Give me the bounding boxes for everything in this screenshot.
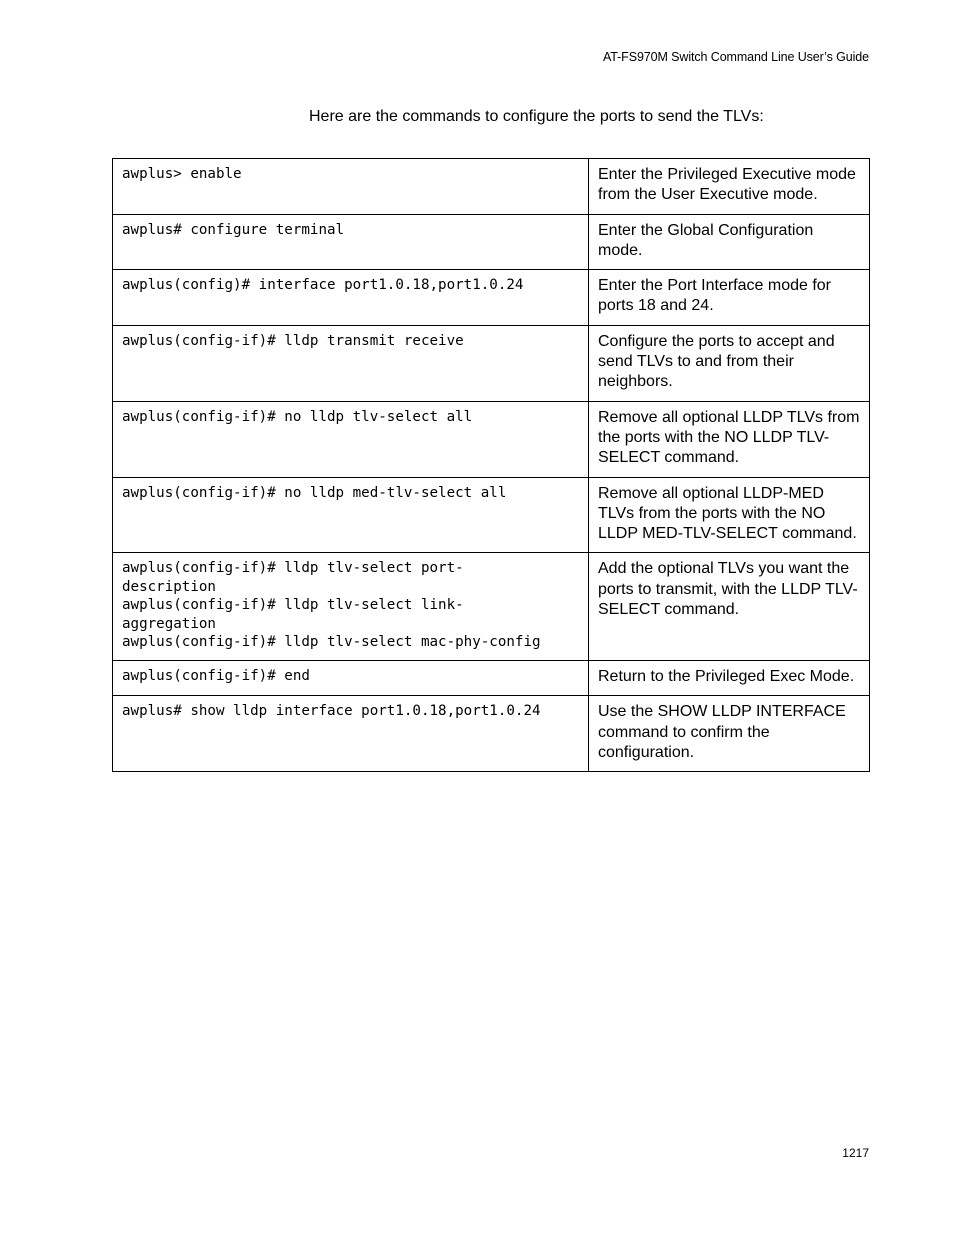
running-header: AT-FS970M Switch Command Line User’s Guide [602,50,869,64]
command-line: awplus(config-if)# no lldp med-tlv-select all [122,484,507,501]
command-cell [113,660,589,695]
command-cell [113,159,589,215]
description-cell: Remove all optional LLDP-MED TLVs from the ports with the NO LLDP MED-TLV-SELECT command. [589,477,870,553]
page-number: 1217 [842,1146,869,1160]
command-cell [113,325,589,401]
table-row [113,214,870,270]
command-line: awplus(config-if)# lldp tlv-select port- [122,560,464,577]
command-cell [113,696,589,772]
command-line: description [122,578,216,595]
command-cell [113,401,589,477]
command-line: aggregation [122,615,216,632]
command-line: awplus(config-if)# end [122,667,310,684]
description-cell: Return to the Privileged Exec Mode. [589,660,870,695]
table-row [113,270,870,326]
table-row [113,159,870,215]
description-cell: Enter the Port Interface mode for ports 18 and 24. [589,270,870,326]
table-row [113,553,870,661]
table-row [113,696,870,772]
description-cell: Remove all optional LLDP TLVs from the ports with the NO LLDP TLV-SELECT command. [589,401,870,477]
command-line: awplus(config-if)# no lldp tlv-select all [122,408,473,425]
description-cell: Enter the Global Configuration mode. [589,214,870,270]
command-cell [113,270,589,326]
table-row [113,325,870,401]
description-cell: Use the SHOW LLDP INTERFACE command to confirm the configuration. [589,696,870,772]
command-cell [113,553,589,661]
table-row [113,401,870,477]
command-line: awplus(config-if)# lldp tlv-select mac-phy-config [122,634,541,651]
table-row [113,660,870,695]
command-line: awplus(config-if)# lldp transmit receive [122,332,464,349]
command-line: awplus# show lldp interface port1.0.18,port1.0.24 [122,703,541,720]
description-cell: Configure the ports to accept and send TLVs to and from their neighbors. [589,325,870,401]
table-row [113,477,870,553]
intro-paragraph: Here are the commands to configure the ports to send the TLVs: [309,108,764,125]
description-cell: Enter the Privileged Executive mode from the User Executive mode. [589,159,870,215]
command-line: awplus> enable [122,166,242,182]
description-cell: Add the optional TLVs you want the ports to transmit, with the LLDP TLV-SELECT command. [589,553,870,661]
command-table [112,158,870,772]
command-cell [113,477,589,553]
command-line: awplus# configure terminal [122,221,345,238]
command-line: awplus(config)# interface port1.0.18,port1.0.24 [122,277,524,294]
command-line: awplus(config-if)# lldp tlv-select link- [122,597,464,614]
command-cell [113,214,589,270]
